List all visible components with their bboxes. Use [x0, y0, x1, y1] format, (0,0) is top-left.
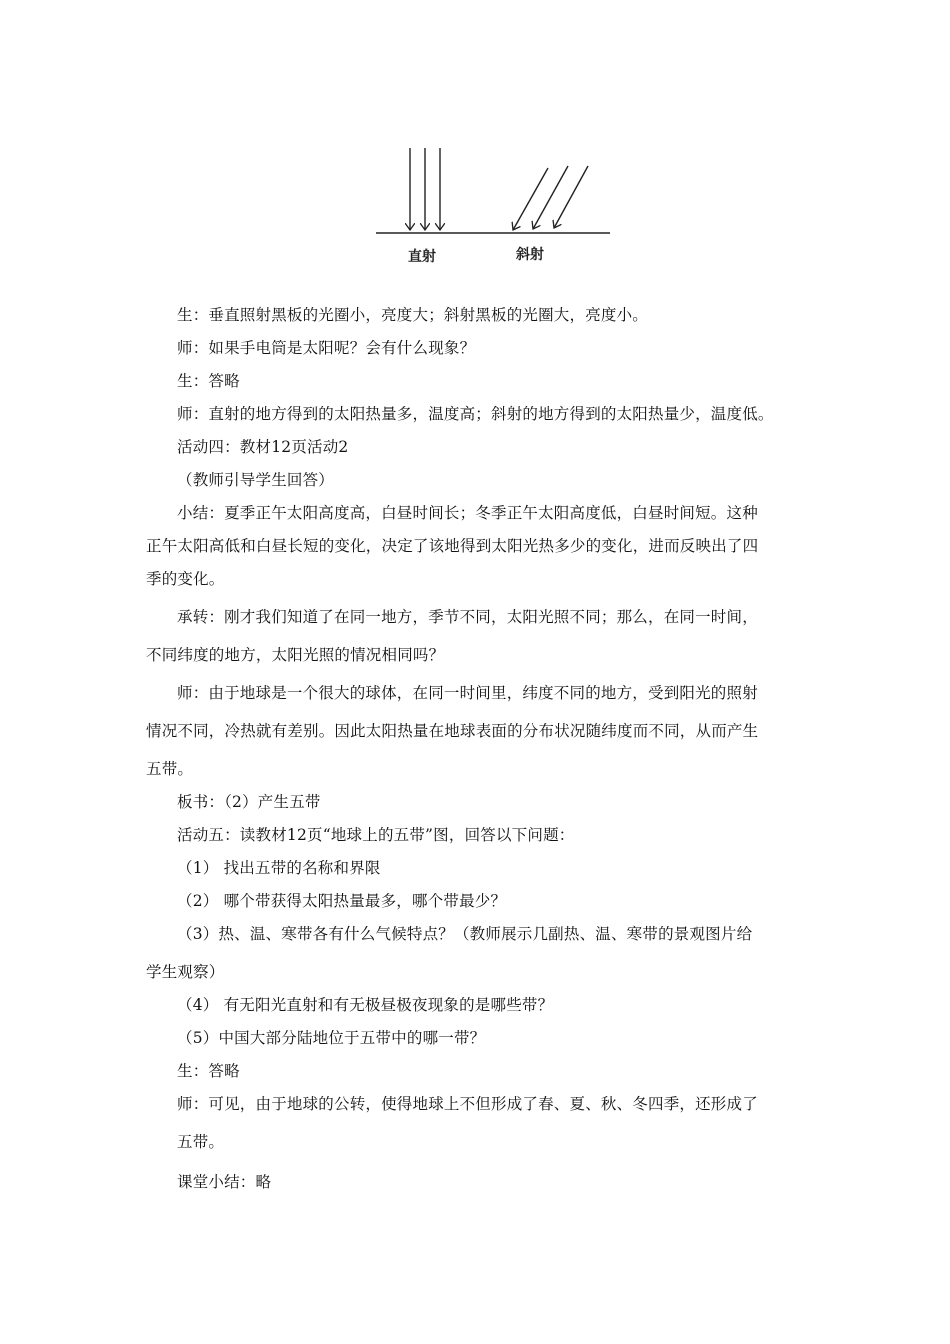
text-line: 小结：夏季正午太阳高度高，白昼时间长；冬季正午太阳高度低，白昼时间短。这种	[177, 504, 758, 522]
text-line: 师：由于地球是一个很大的球体，在同一时间里，纬度不同的地方，受到阳光的照射	[177, 684, 758, 702]
text-line: 不同纬度的地方，太阳光照的情况相同吗？	[146, 646, 445, 664]
text-line: 板书：（2）产生五带	[177, 793, 321, 811]
text-line: 活动五：读教材12页“地球上的五带”图，回答以下问题：	[177, 826, 575, 844]
text-line: 季的变化。	[146, 570, 225, 588]
text-line: 课堂小结：略	[177, 1173, 272, 1191]
oblique-ray-2	[533, 166, 568, 229]
sunlight-diagram	[370, 140, 615, 270]
text-line: 生：垂直照射黑板的光圈小，亮度大；斜射黑板的光圈大，亮度小。	[177, 306, 649, 324]
text-line: 情况不同，冷热就有差别。因此太阳热量在地球表面的分布状况随纬度而不同，从而产生	[146, 722, 759, 740]
text-line: 生：答略	[177, 1062, 240, 1080]
text-line: 正午太阳高低和白昼长短的变化，决定了该地得到太阳光热多少的变化，进而反映出了四	[146, 537, 759, 555]
text-line: 师：如果手电筒是太阳呢？会有什么现象？	[177, 339, 476, 357]
text-line: 生：答略	[177, 372, 240, 390]
text-line: （1） 找出五带的名称和界限	[177, 859, 381, 877]
text-line: 活动四：教材12页活动2	[177, 438, 349, 456]
text-line: （教师引导学生回答）	[177, 471, 335, 489]
text-line: （2） 哪个带获得太阳热量最多，哪个带最少？	[177, 892, 507, 910]
text-line: （3）热、温、寒带各有什么气候特点？（教师展示几副热、温、寒带的景观图片给	[177, 925, 753, 943]
text-line: 师：可见，由于地球的公转，使得地球上不但形成了春、夏、秋、冬四季，还形成了	[177, 1095, 758, 1113]
oblique-ray-1	[513, 168, 548, 230]
text-line: 五带。	[177, 1133, 225, 1151]
text-line: 五带。	[146, 760, 194, 778]
text-line: 承转：刚才我们知道了在同一地方，季节不同，太阳光照不同；那么，在同一时间，	[177, 608, 758, 626]
text-line: （5）中国大部分陆地位于五带中的哪一带？	[177, 1029, 486, 1047]
oblique-ray-3	[554, 166, 588, 228]
sunlight-angle-figure	[370, 140, 615, 270]
text-line: 学生观察）	[146, 963, 225, 981]
label-direct: 直射	[408, 249, 436, 265]
text-line: 师：直射的地方得到的太阳热量多，温度高；斜射的地方得到的太阳热量少，温度低。	[177, 405, 774, 423]
text-line: （4） 有无阳光直射和有无极昼极夜现象的是哪些带？	[177, 996, 554, 1014]
label-oblique: 斜射	[516, 247, 544, 263]
